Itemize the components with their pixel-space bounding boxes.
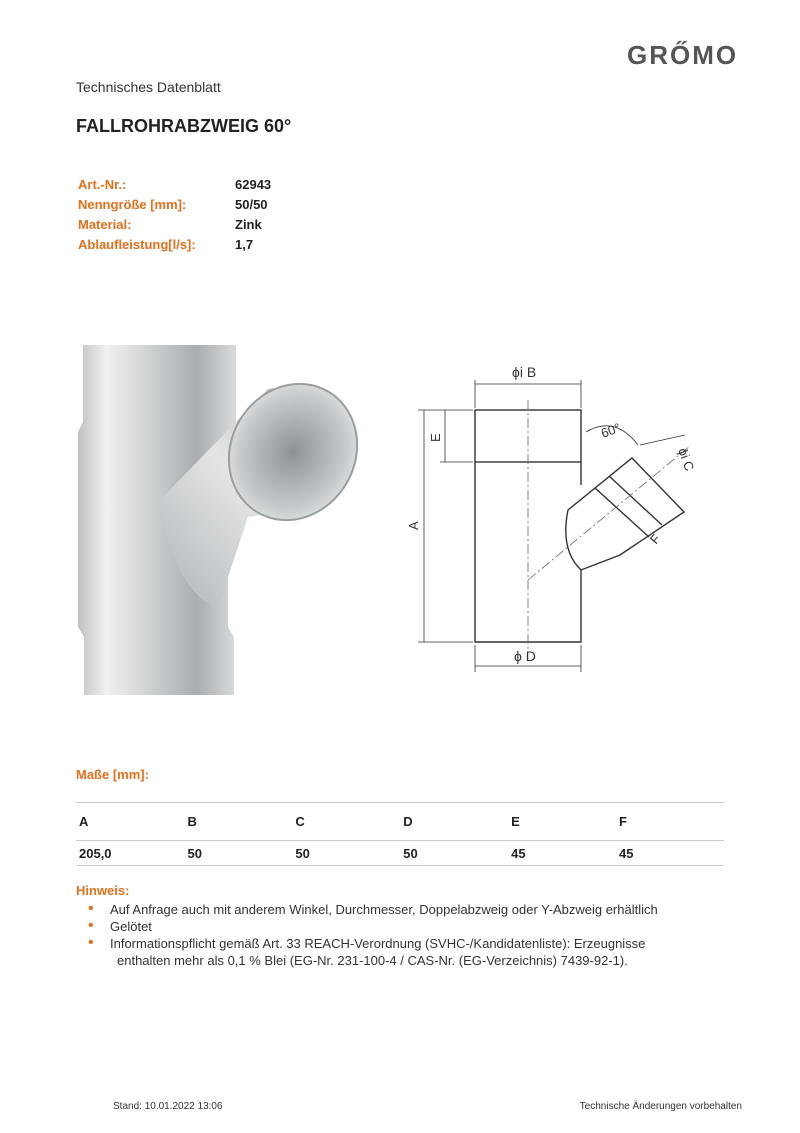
dim-c-label: ϕi C bbox=[675, 445, 698, 473]
spec-label: Ablaufleistung[l/s]: bbox=[78, 236, 196, 252]
product-photo bbox=[78, 337, 378, 699]
technical-drawing bbox=[400, 360, 710, 680]
table-cell: 45 bbox=[616, 841, 724, 866]
notes-list bbox=[88, 901, 728, 969]
note-text: Auf Anfrage auch mit anderem Winkel, Durchmesser, Doppelabzweig oder Y-Abzweig erhältlich bbox=[110, 902, 658, 917]
spec-value: 1,7 bbox=[235, 236, 254, 252]
spec-label: Nenngröße [mm]: bbox=[78, 196, 187, 212]
table-cell: 50 bbox=[400, 841, 508, 866]
document-type: Technisches Datenblatt bbox=[76, 79, 221, 95]
dim-d-label: ϕ D bbox=[514, 648, 536, 664]
note-text: Gelötet bbox=[110, 919, 152, 934]
page-title: FALLROHRABZWEIG 60° bbox=[76, 116, 292, 136]
spec-label: Art.-Nr.: bbox=[78, 176, 127, 192]
dimensions-heading: Maße [mm]: bbox=[76, 767, 149, 782]
spec-row-article bbox=[78, 174, 271, 194]
dim-b-label: ϕi B bbox=[512, 364, 537, 380]
list-item bbox=[88, 935, 728, 952]
notes-heading: Hinweis: bbox=[76, 883, 130, 898]
table-header-cell: F bbox=[616, 803, 724, 841]
table-header-row bbox=[76, 803, 724, 841]
spec-row-size bbox=[78, 194, 271, 214]
list-item bbox=[88, 901, 728, 918]
dim-e-label: E bbox=[428, 433, 443, 442]
footer-date: Stand: 10.01.2022 13:06 bbox=[113, 1101, 223, 1112]
spec-value: Zink bbox=[235, 216, 262, 232]
table-header-cell: D bbox=[400, 803, 508, 841]
table-header-cell: C bbox=[292, 803, 400, 841]
note-continuation: enthalten mehr als 0,1 % Blei (EG-Nr. 231-100-4 / CAS-Nr. (EG-Verzeichnis) 7439-92-1). bbox=[117, 953, 628, 968]
table-row bbox=[76, 841, 724, 866]
bullet-icon: • bbox=[88, 917, 94, 934]
table-cell: 45 bbox=[508, 841, 616, 866]
angle-label: 60° bbox=[598, 419, 623, 441]
table-cell: 205,0 bbox=[76, 841, 184, 866]
footer-disclaimer: Technische Änderungen vorbehalten bbox=[579, 1101, 742, 1112]
note-text: Informationspflicht gemäß Art. 33 REACH-Verordnung (SVHC-/Kandidatenliste): Erzeugnisse bbox=[110, 936, 646, 951]
table-cell: 50 bbox=[292, 841, 400, 866]
table-header-cell: A bbox=[76, 803, 184, 841]
spec-row-flow bbox=[78, 234, 271, 254]
dimensions-table bbox=[76, 802, 724, 866]
list-item bbox=[88, 918, 728, 935]
spec-value: 50/50 bbox=[235, 196, 268, 212]
table-cell: 50 bbox=[184, 841, 292, 866]
spec-value: 62943 bbox=[235, 176, 272, 192]
dim-f-label: F bbox=[646, 531, 664, 547]
table-header-cell: B bbox=[184, 803, 292, 841]
spec-list bbox=[78, 174, 271, 254]
bullet-icon: • bbox=[88, 900, 94, 917]
dim-a-label: A bbox=[406, 521, 421, 530]
brand-logo: GRŐMO bbox=[627, 40, 739, 70]
table-header-cell: E bbox=[508, 803, 616, 841]
bullet-icon: • bbox=[88, 934, 94, 951]
spec-label: Material: bbox=[78, 216, 132, 232]
spec-row-material bbox=[78, 214, 271, 234]
